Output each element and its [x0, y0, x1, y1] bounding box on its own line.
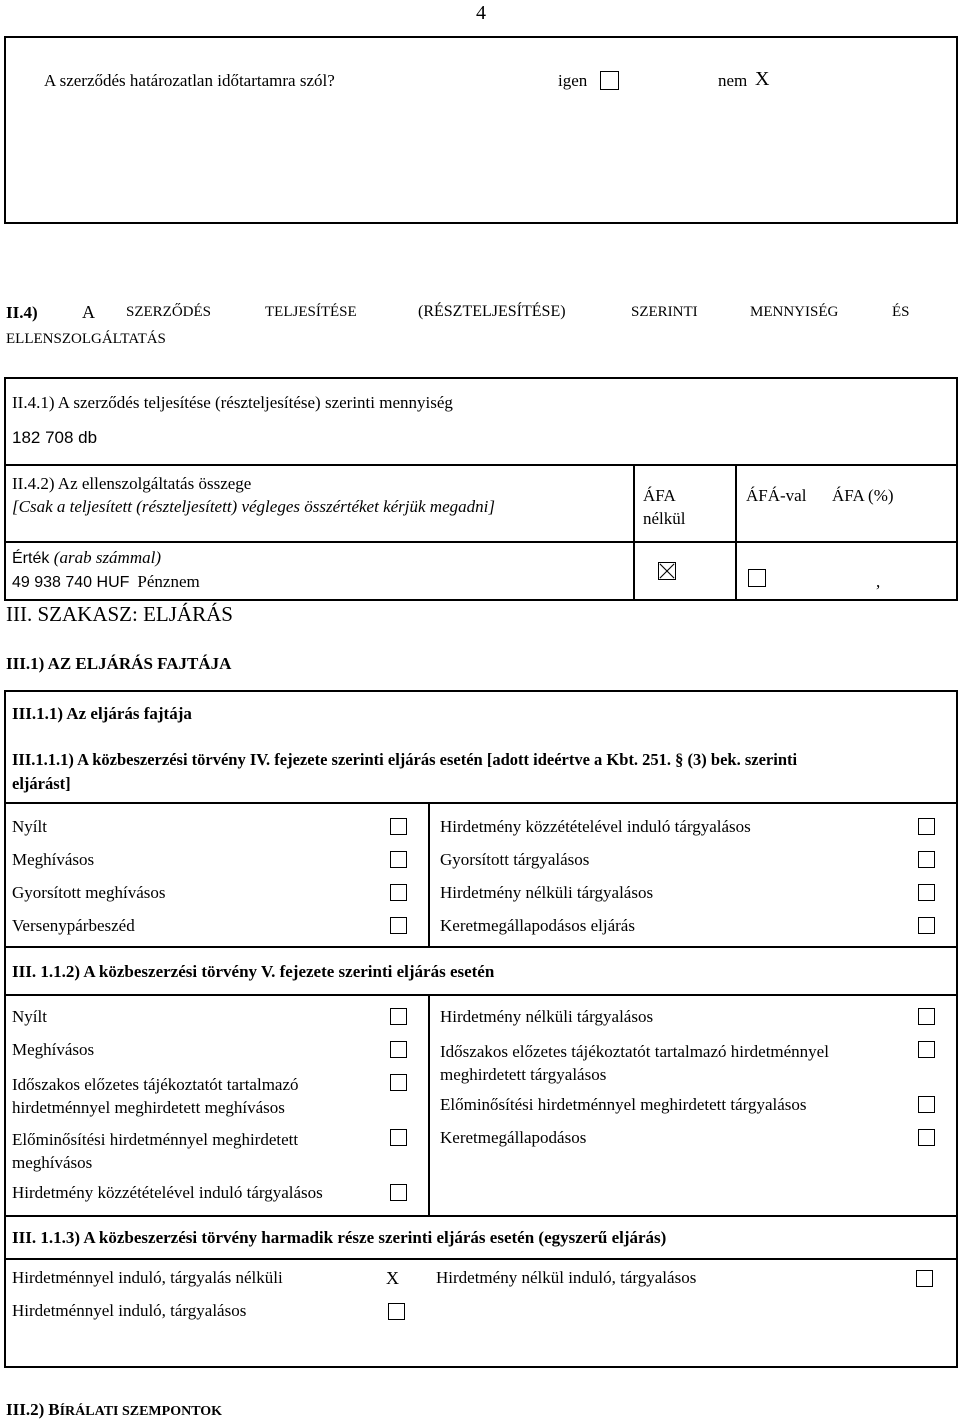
v-left-1: Nyílt	[12, 1007, 47, 1026]
v-table-top	[4, 994, 958, 996]
v-right-3: Előminősítési hirdetménnyel meghirdetett tárgyalásos	[440, 1095, 807, 1114]
v-left-checkbox-2[interactable]	[390, 1041, 407, 1058]
p3-left-checkbox-2[interactable]	[388, 1303, 405, 1320]
col-no-vat-line1: ÁFA	[643, 486, 676, 505]
v-left-checkbox-5[interactable]	[390, 1184, 407, 1201]
iv-left-checkbox-4[interactable]	[390, 917, 407, 934]
p3-left-1: Hirdetménnyel induló, tárgyalás nélküli	[12, 1268, 283, 1287]
iv-left-checkbox-2[interactable]	[390, 851, 407, 868]
section-II4-word-1: A	[82, 302, 95, 322]
section-II4-word-3: TELJESÍTÉSE	[265, 304, 357, 320]
iv-left-1: Nyílt	[12, 817, 47, 836]
yes-label: igen	[558, 71, 588, 90]
p3-right-checkbox-1[interactable]	[916, 1270, 933, 1287]
v-left-checkbox-4[interactable]	[390, 1129, 407, 1146]
v-left-3: Időszakos előzetes tájékoztatót tartalmazó hirdetménnyel meghirdetett meghívásos	[12, 1075, 299, 1117]
p3-table-top	[4, 1258, 958, 1260]
iv-table-divider	[428, 802, 430, 946]
indefinite-term-box	[4, 36, 958, 224]
v-right-checkbox-2[interactable]	[918, 1041, 935, 1058]
iv-right-checkbox-3[interactable]	[918, 884, 935, 901]
value-amount: 49 938 740 HUF	[12, 574, 130, 591]
col-with-vat: ÁFÁ-val	[746, 486, 807, 505]
page-number: 4	[476, 2, 486, 24]
iv-left-checkbox-1[interactable]	[390, 818, 407, 835]
v-right-checkbox-3[interactable]	[918, 1096, 935, 1113]
iv-right-3: Hirdetmény nélküli tárgyalásos	[440, 883, 654, 902]
iv-table-top	[4, 802, 958, 804]
section-III2-prefix: III.2)	[6, 1400, 45, 1419]
value-label	[12, 548, 161, 568]
indefinite-question: A szerződés határozatlan időtartamra szól?	[44, 71, 335, 90]
section-II4-word-6: MENNYISÉG	[750, 304, 839, 320]
no-mark: X	[755, 68, 770, 90]
III11-label: III.1.1) Az eljárás fajtája	[12, 704, 192, 723]
section-II4-heading-line2: ELLENSZOLGÁLTATÁS	[6, 331, 166, 347]
value-label-text: Érték	[12, 550, 50, 567]
section-II4-word-2: SZERZŐDÉS	[126, 304, 212, 320]
currency-label: Pénznem	[137, 572, 200, 591]
III111-label-line1: III.1.1.1) A közbeszerzési törvény IV. fejezete szerinti eljárás esetén [adott ideértve a Kbt. 251. § (3) bek. szerinti	[12, 750, 798, 769]
v-table-divider	[428, 994, 430, 1216]
no-label: nem	[718, 71, 748, 90]
v-right-2: Időszakos előzetes tájékoztatót tartalmazó hirdetménnyel meghirdetett tárgyalásos	[440, 1042, 829, 1084]
section-III1-title-text: III.1) AZ ELJÁRÁS FAJTÁJA	[6, 654, 232, 673]
v-left-checkbox-1[interactable]	[390, 1008, 407, 1025]
iv-right-1: Hirdetmény közzétételével induló tárgyalásos	[440, 817, 751, 836]
III113-label: III. 1.1.3) A közbeszerzési törvény harmadik része szerinti eljárás esetén (egyszerű eljárás)	[12, 1228, 667, 1247]
III112-label: III. 1.1.2) A közbeszerzési törvény V. fejezete szerinti eljárás esetén	[12, 962, 495, 981]
section-III2-rest: ÍRÁLATI SZEMPONTOK	[59, 1404, 223, 1419]
p3-right-1: Hirdetmény nélkül induló, tárgyalásos	[436, 1268, 697, 1287]
iv-left-2: Meghívásos	[12, 850, 95, 869]
v-table-bottom	[4, 1215, 958, 1217]
col-vat-pct: ÁFA (%)	[832, 486, 894, 505]
p3-left-2: Hirdetménnyel induló, tárgyalásos	[12, 1301, 247, 1320]
II41-label: II.4.1) A szerződés teljesítése (részteljesítése) szerinti mennyiség	[12, 393, 453, 412]
v-right-checkbox-1[interactable]	[918, 1008, 935, 1025]
with-vat-checkbox[interactable]	[748, 569, 766, 587]
no-vat-checkbox-checked[interactable]	[658, 562, 676, 580]
v-left-checkbox-3[interactable]	[390, 1074, 407, 1091]
iv-right-checkbox-2[interactable]	[918, 851, 935, 868]
vat-table-top-border	[4, 464, 958, 466]
iv-right-2: Gyorsított tárgyalásos	[440, 850, 590, 869]
vat-pct-comma: ,	[876, 572, 881, 591]
section-II4-word-4: (RÉSZTELJESÍTÉSE)	[418, 303, 566, 320]
v-left-5: Hirdetmény közzétételével induló tárgyalásos	[12, 1183, 323, 1202]
vat-table-divider-2	[735, 465, 737, 601]
section-III2-first-letter: B	[48, 1400, 60, 1419]
vat-table-divider-1	[633, 465, 635, 601]
II42-note: [Csak a teljesített (részteljesített) végleges összértéket kérjük megadni]	[12, 497, 495, 516]
section-II4-word-7: ÉS	[892, 304, 910, 320]
section-III11-box	[4, 690, 958, 1368]
section-III1-title	[6, 654, 231, 674]
value-line	[12, 572, 200, 592]
iv-right-4: Keretmegállapodásos eljárás	[440, 916, 635, 935]
section-III-title: III. SZAKASZ: ELJÁRÁS	[6, 602, 233, 626]
p3-left-1-mark: X	[386, 1268, 399, 1288]
section-III2-title	[6, 1400, 222, 1420]
value-label-note: (arab számmal)	[53, 548, 161, 567]
iv-left-4: Versenypárbeszéd	[12, 916, 135, 935]
iv-right-checkbox-1[interactable]	[918, 818, 935, 835]
section-II4-word-5: SZERINTI	[631, 304, 698, 320]
v-left-4: Előminősítési hirdetménnyel meghirdetett meghívásos	[12, 1130, 299, 1172]
iv-right-checkbox-4[interactable]	[918, 917, 935, 934]
v-left-2: Meghívásos	[12, 1040, 95, 1059]
II41-value: 182 708 db	[12, 428, 98, 447]
II42-label: II.4.2) Az ellenszolgáltatás összege	[12, 474, 252, 493]
vat-table-mid-border	[4, 541, 958, 543]
III111-label-line2: eljárást]	[12, 774, 71, 793]
section-II4-prefix: II.4)	[6, 303, 38, 322]
v-right-4: Keretmegállapodásos	[440, 1128, 587, 1147]
iv-left-3: Gyorsított meghívásos	[12, 883, 166, 902]
col-no-vat-line2: nélkül	[643, 509, 686, 528]
v-right-1: Hirdetmény nélküli tárgyalásos	[440, 1007, 654, 1026]
yes-checkbox[interactable]	[600, 71, 619, 90]
iv-left-checkbox-3[interactable]	[390, 884, 407, 901]
iv-table-bottom	[4, 946, 958, 948]
v-right-checkbox-4[interactable]	[918, 1129, 935, 1146]
